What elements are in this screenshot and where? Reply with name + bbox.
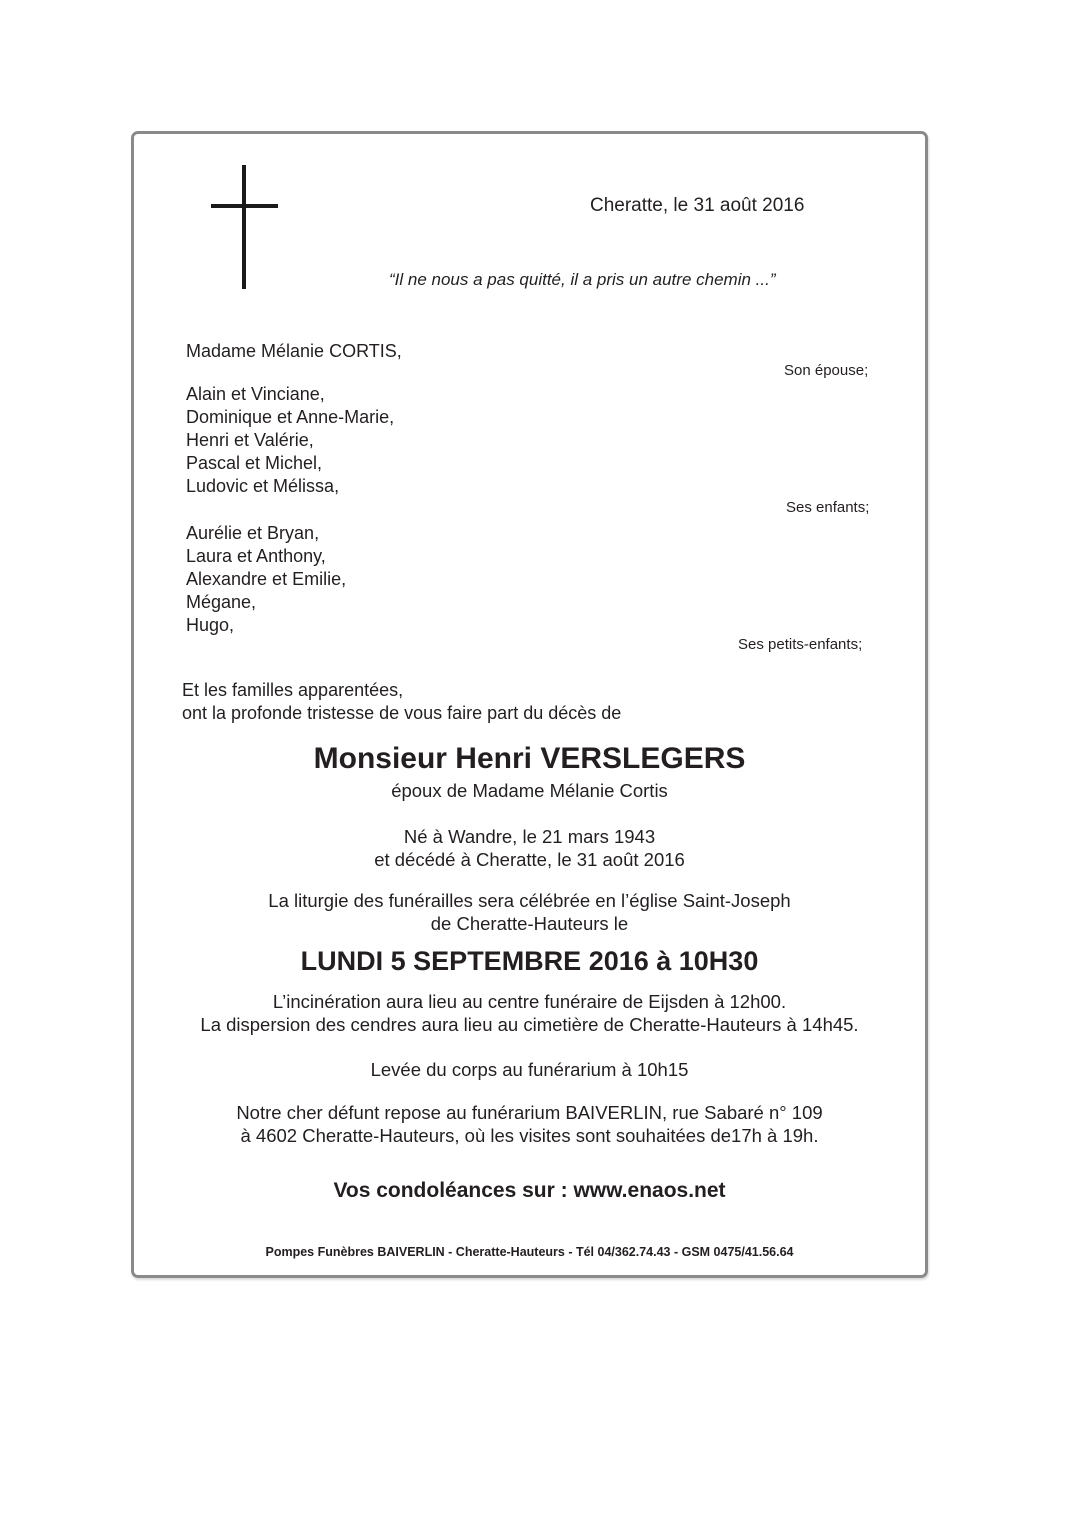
cross-vertical-bar (242, 165, 246, 289)
list-item: Hugo, (186, 615, 235, 635)
children-relation: Ses enfants; (786, 499, 870, 516)
liturgy-line: La liturgie des funérailles sera célébrée en l’église Saint-Joseph (268, 890, 791, 911)
service-datetime: LUNDI 5 SEPTEMBRE 2016 à 10H30 (300, 946, 759, 976)
list-item: Aurélie et Bryan, (186, 523, 320, 543)
list-item: Alain et Vinciane, (186, 384, 325, 404)
list-item: Mégane, (186, 592, 257, 612)
cross-horizontal-bar (211, 204, 278, 208)
families-text (182, 679, 621, 725)
condolences-link[interactable]: Vos condoléances sur : www.enaos.net (333, 1179, 726, 1202)
grandchildren-list (186, 522, 346, 637)
grandchildren-relation: Ses petits-enfants; (738, 636, 863, 653)
list-item: Pascal et Michel, (186, 453, 323, 473)
death-info: et décédé à Cheratte, le 31 août 2016 (374, 849, 685, 870)
spouse-relation: Son épouse; (784, 362, 869, 379)
list-item: Alexandre et Emilie, (186, 569, 347, 589)
quote: “Il ne nous a pas quitté, il a pris un autre chemin ...” (389, 270, 776, 289)
deceased-spouse-of: époux de Madame Mélanie Cortis (391, 780, 668, 801)
rest-info-line: Notre cher défunt repose au funérarium BAIVERLIN, rue Sabaré n° 109 (236, 1102, 823, 1123)
list-item: Dominique et Anne-Marie, (186, 407, 395, 427)
spouse-name: Madame Mélanie CORTIS, (186, 341, 402, 361)
levee-info: Levée du corps au funérarium à 10h15 (370, 1059, 689, 1080)
funeral-home-footer: Pompes Funèbres BAIVERLIN - Cheratte-Hauteurs - Tél 04/362.74.43 - GSM 0475/41.56.64 (265, 1245, 794, 1259)
list-item: Ludovic et Mélissa, (186, 476, 340, 496)
birth-info: Né à Wandre, le 21 mars 1943 (403, 826, 656, 847)
families-line: ont la profonde tristesse de vous faire part du décès de (182, 703, 622, 723)
place-date: Cheratte, le 31 août 2016 (590, 195, 805, 216)
families-line: Et les familles apparentées, (182, 680, 404, 700)
list-item: Laura et Anthony, (186, 546, 326, 566)
cremation-info: L’incinération aura lieu au centre funéraire de Eijsden à 12h00. (272, 991, 787, 1012)
rest-info-line: à 4602 Cheratte-Hauteurs, où les visites sont souhaitées de17h à 19h. (240, 1125, 819, 1146)
deceased-name: Monsieur Henri VERSLEGERS (313, 742, 746, 775)
dispersion-info: La dispersion des cendres aura lieu au cimetière de Cheratte-Hauteurs à 14h45. (200, 1014, 859, 1035)
liturgy-line: de Cheratte-Hauteurs le (430, 913, 629, 934)
list-item: Henri et Valérie, (186, 430, 314, 450)
children-list (186, 383, 394, 498)
